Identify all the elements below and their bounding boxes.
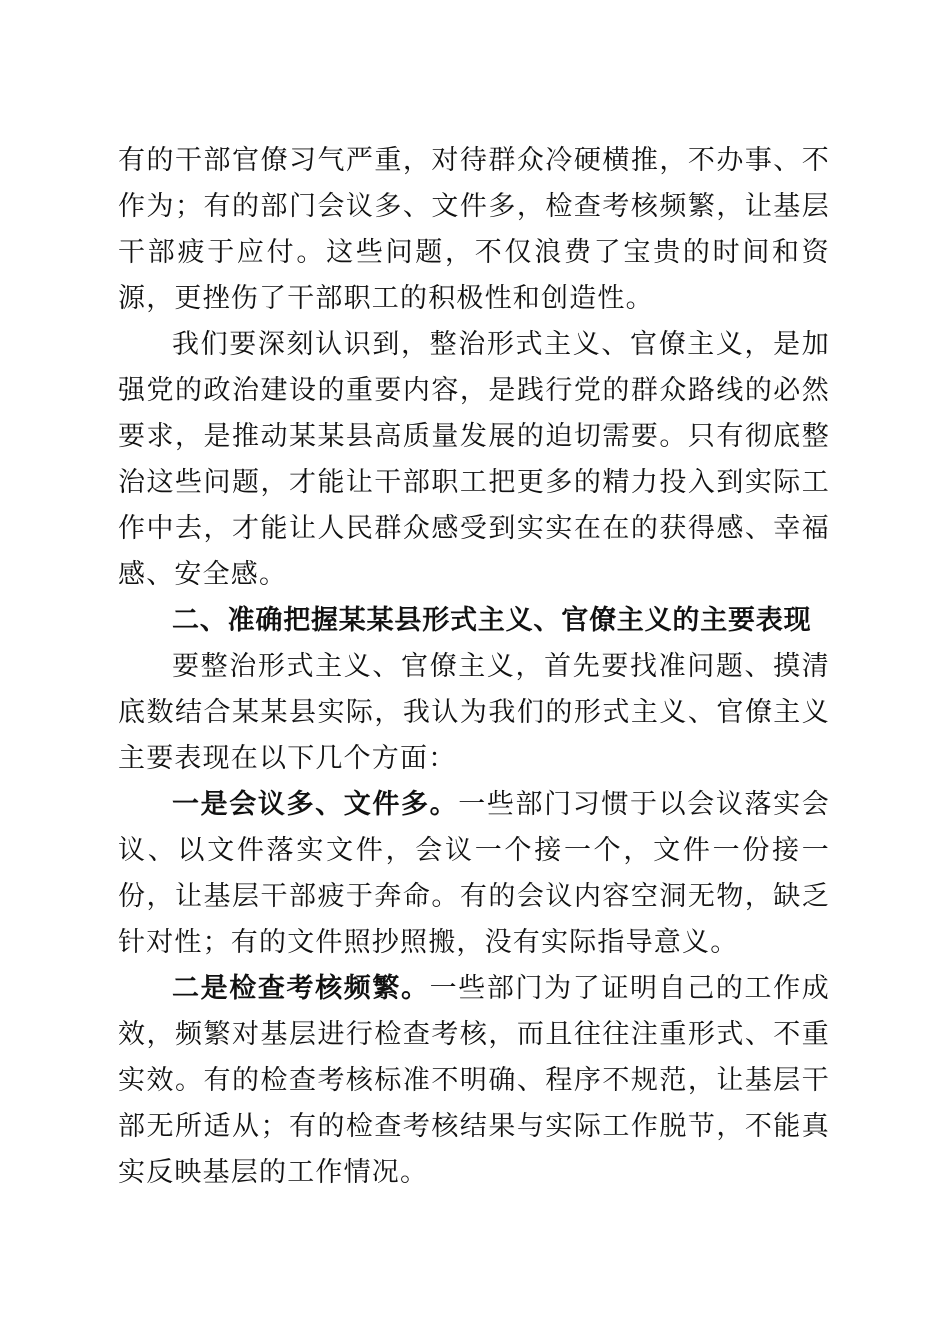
paragraph-continued: 有的干部官僚习气严重，对待群众冷硬横推，不办事、不作为；有的部门会议多、文件多，检查考核频繁，让基层干部疲于应付。这些问题，不仅浪费了宝贵的时间和资源，更挫伤了干部职工的积极性和创造性。 <box>118 145 830 314</box>
paragraph-meetings-lead: 一是会议多、文件多。 <box>172 789 459 820</box>
paragraph-inspections-lead: 二是检查考核频繁。 <box>172 973 430 1004</box>
section-heading-2: 二、准确把握某某县形式主义、官僚主义的主要表现 <box>172 605 812 636</box>
document-page <box>118 138 830 1196</box>
paragraph-inspections <box>118 966 830 1196</box>
paragraph-meetings-body: 一些部门习惯于以会议落实会议、以文件落实文件，会议一个接一个，文件一份接一份，让基层干部疲于奔命。有的会议内容空洞无物，缺乏针对性；有的文件照抄照搬，没有实际指导意义。 <box>118 789 831 958</box>
paragraph-intro: 要整治形式主义、官僚主义，首先要找准问题、摸清底数结合某某县实际，我认为我们的形式主义、官僚主义主要表现在以下几个方面： <box>118 651 830 774</box>
paragraph-inspections-body: 一些部门为了证明自己的工作成效，频繁对基层进行检查考核，而且往往注重形式、不重实效。有的检查考核标准不明确、程序不规范，让基层干部无所适从；有的检查考核结果与实际工作脱节，不能真实反映基层的工作情况。 <box>118 973 830 1188</box>
paragraph-meetings <box>118 782 830 966</box>
paragraph-awareness: 我们要深刻认识到，整治形式主义、官僚主义，是加强党的政治建设的重要内容，是践行党的群众路线的必然要求，是推动某某县高质量发展的迫切需要。只有彻底整治这些问题，才能让干部职工把更多的精力投入到实际工作中去，才能让人民群众感受到实实在在的获得感、幸福感、安全感。 <box>118 329 830 590</box>
